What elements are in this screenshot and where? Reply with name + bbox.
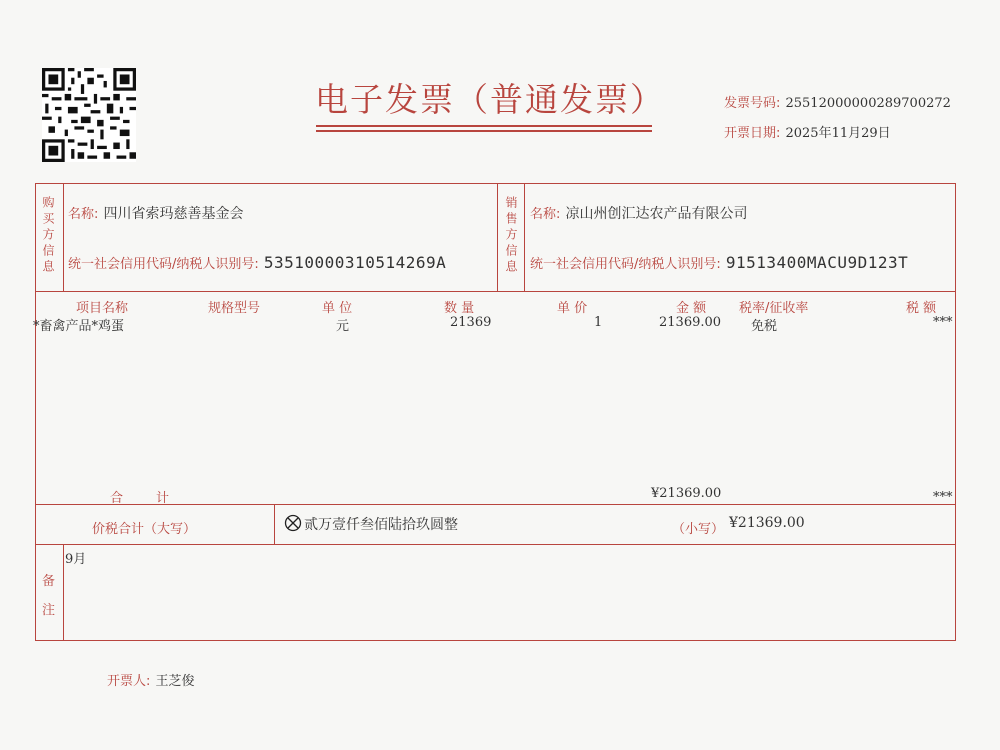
buyer-name-row — [68, 203, 243, 223]
invoice-number-row — [724, 92, 951, 111]
remarks-text: 9月 — [65, 552, 87, 567]
invoice-table — [35, 183, 956, 641]
invoice-date-label: 开票日期: — [724, 126, 781, 141]
item-name: *畜禽产品*鸡蛋 — [33, 319, 125, 334]
item-unit: 元 — [336, 319, 350, 334]
total-small-label: （小写） — [672, 522, 725, 537]
invoice-number-label: 发票号码: — [724, 96, 781, 111]
table-row — [33, 315, 953, 335]
subtotal-amount: ¥21369.00 — [651, 486, 722, 501]
subtotal-tax: *** — [933, 490, 953, 505]
invoice-date-row — [724, 122, 891, 141]
header-amount: 金 额 — [676, 301, 707, 316]
header-item-name: 项目名称 — [76, 301, 129, 316]
item-price: 1 — [594, 315, 603, 330]
total-label: 价税合计（大写） — [92, 522, 197, 537]
remarks-label-bottom: 注 — [42, 603, 56, 618]
seller-name-label: 名称: — [530, 207, 561, 222]
issuer-label: 开票人: — [107, 674, 151, 689]
qr-code — [42, 68, 136, 162]
invoice-date: 2025年11月29日 — [785, 126, 891, 141]
total-small-value: ¥21369.00 — [729, 515, 805, 531]
item-tax: *** — [933, 315, 953, 330]
buyer-taxid: 53510000310514269A — [263, 253, 447, 272]
buyer-taxid-label: 统一社会信用代码/纳税人识别号: — [68, 257, 259, 272]
title-underline-bottom — [316, 130, 652, 132]
issuer-name: 王芝俊 — [155, 674, 195, 689]
buyer-side-label: 购买方信息 — [41, 196, 55, 276]
total-words: 贰万壹仟叁佰陆拾玖圆整 — [304, 517, 458, 533]
divider-seller-label — [524, 184, 525, 291]
subtotal-label: 合 计 — [110, 491, 170, 506]
remarks-label-top: 备 — [42, 574, 56, 589]
invoice-number: 25512000000289700272 — [785, 96, 951, 111]
seller-name-row — [530, 203, 747, 223]
buyer-name-label: 名称: — [68, 207, 99, 222]
issuer-row — [107, 670, 195, 689]
item-rate: 免税 — [751, 319, 778, 334]
invoice-title: 电子发票（普通发票） — [315, 80, 665, 119]
divider-parties — [36, 291, 955, 292]
divider-total-label — [274, 504, 275, 544]
header-unit: 单 位 — [322, 301, 353, 316]
divider-remarks-label — [63, 544, 64, 640]
buyer-name: 四川省索玛慈善基金会 — [103, 206, 244, 222]
seller-taxid-row — [530, 253, 908, 272]
header-qty: 数 量 — [444, 301, 475, 316]
seller-name: 凉山州创汇达农产品有限公司 — [565, 206, 748, 222]
header-tax: 税 额 — [906, 301, 937, 316]
header-rate: 税率/征收率 — [739, 301, 809, 316]
item-qty: 21369 — [450, 315, 492, 330]
item-amount: 21369.00 — [659, 315, 722, 330]
divider-total — [36, 544, 955, 545]
buyer-taxid-row — [68, 253, 446, 272]
divider-items — [36, 504, 955, 505]
header-spec: 规格型号 — [208, 301, 261, 316]
seller-taxid-label: 统一社会信用代码/纳税人识别号: — [530, 257, 721, 272]
seller-side-label: 销售方信息 — [504, 196, 518, 276]
seller-taxid: 91513400MACU9D123T — [725, 253, 909, 272]
divider-buyer-label — [63, 184, 64, 291]
title-underline-top — [316, 125, 652, 127]
divider-buyer-seller — [497, 184, 498, 291]
cross-circle-icon — [284, 514, 302, 532]
header-price: 单 价 — [557, 301, 588, 316]
